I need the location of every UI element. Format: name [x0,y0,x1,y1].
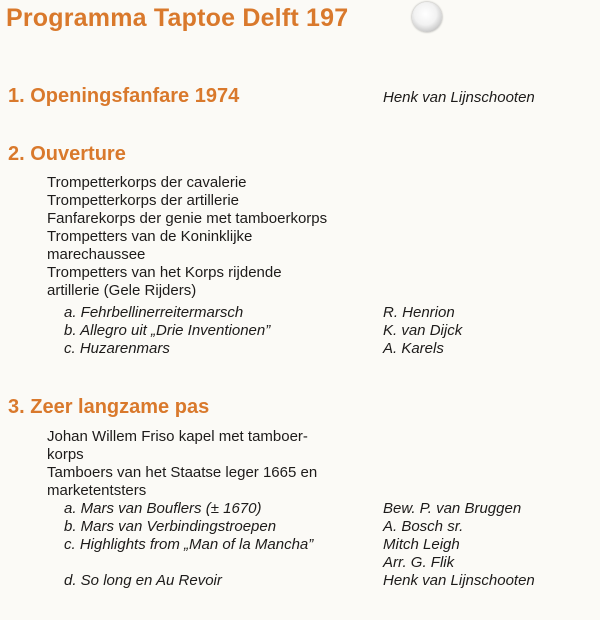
program-item-composer: Henk van Lijnschooten [383,572,535,589]
program-item-composer: K. van Dijck [383,322,463,339]
program-item-title: a. Fehrbellinerreitermarsch [64,304,244,321]
performer-line: Johan Willem Friso kapel met tamboer- [47,428,308,445]
performer-line: Trompetterkorps der cavalerie [47,174,247,191]
program-item-composer: R. Henrion [383,304,455,321]
section-3-heading: 3. Zeer langzame pas [8,396,210,418]
program-item-title: b. Mars van Verbindingstroepen [64,518,277,535]
performer-line: Trompetterkorps der artillerie [47,192,240,209]
punch-hole-mark [412,2,442,32]
performer-line: korps [47,446,84,463]
program-item-composer: A. Karels [383,340,444,357]
performer-line: Tamboers van het Staatse leger 1665 en [47,464,318,481]
performer-line: marketentsters [47,482,147,499]
program-item-title: c. Highlights from „Man of la Mancha” [64,536,314,553]
performer-line: Trompetters van de Koninklijke [47,228,253,245]
program-item-title: d. So long en Au Revoir [64,572,222,589]
page-title: Programma Taptoe Delft 197 [6,4,349,32]
performer-line: Fanfarekorps der genie met tamboerkorps [47,210,328,227]
program-item-composer: A. Bosch sr. [383,518,464,535]
program-item-composer: Bew. P. van Bruggen [383,500,522,517]
program-item-title: a. Mars van Bouflers (± 1670) [64,500,262,517]
section-2-heading: 2. Ouverture [8,143,126,165]
program-item-title: b. Allegro uit „Drie Inventionen” [64,322,271,339]
program-item-arranger: Arr. G. Flik [383,554,455,571]
performer-line: marechaussee [47,246,146,263]
program-item-composer: Mitch Leigh [383,536,460,553]
section-1-composer: Henk van Lijnschooten [383,89,535,106]
program-item-title: c. Huzarenmars [64,340,170,357]
section-1-heading: 1. Openingsfanfare 1974 [8,85,240,107]
performer-line: Trompetters van het Korps rijdende [47,264,282,281]
performer-line: artillerie (Gele Rijders) [47,282,197,299]
